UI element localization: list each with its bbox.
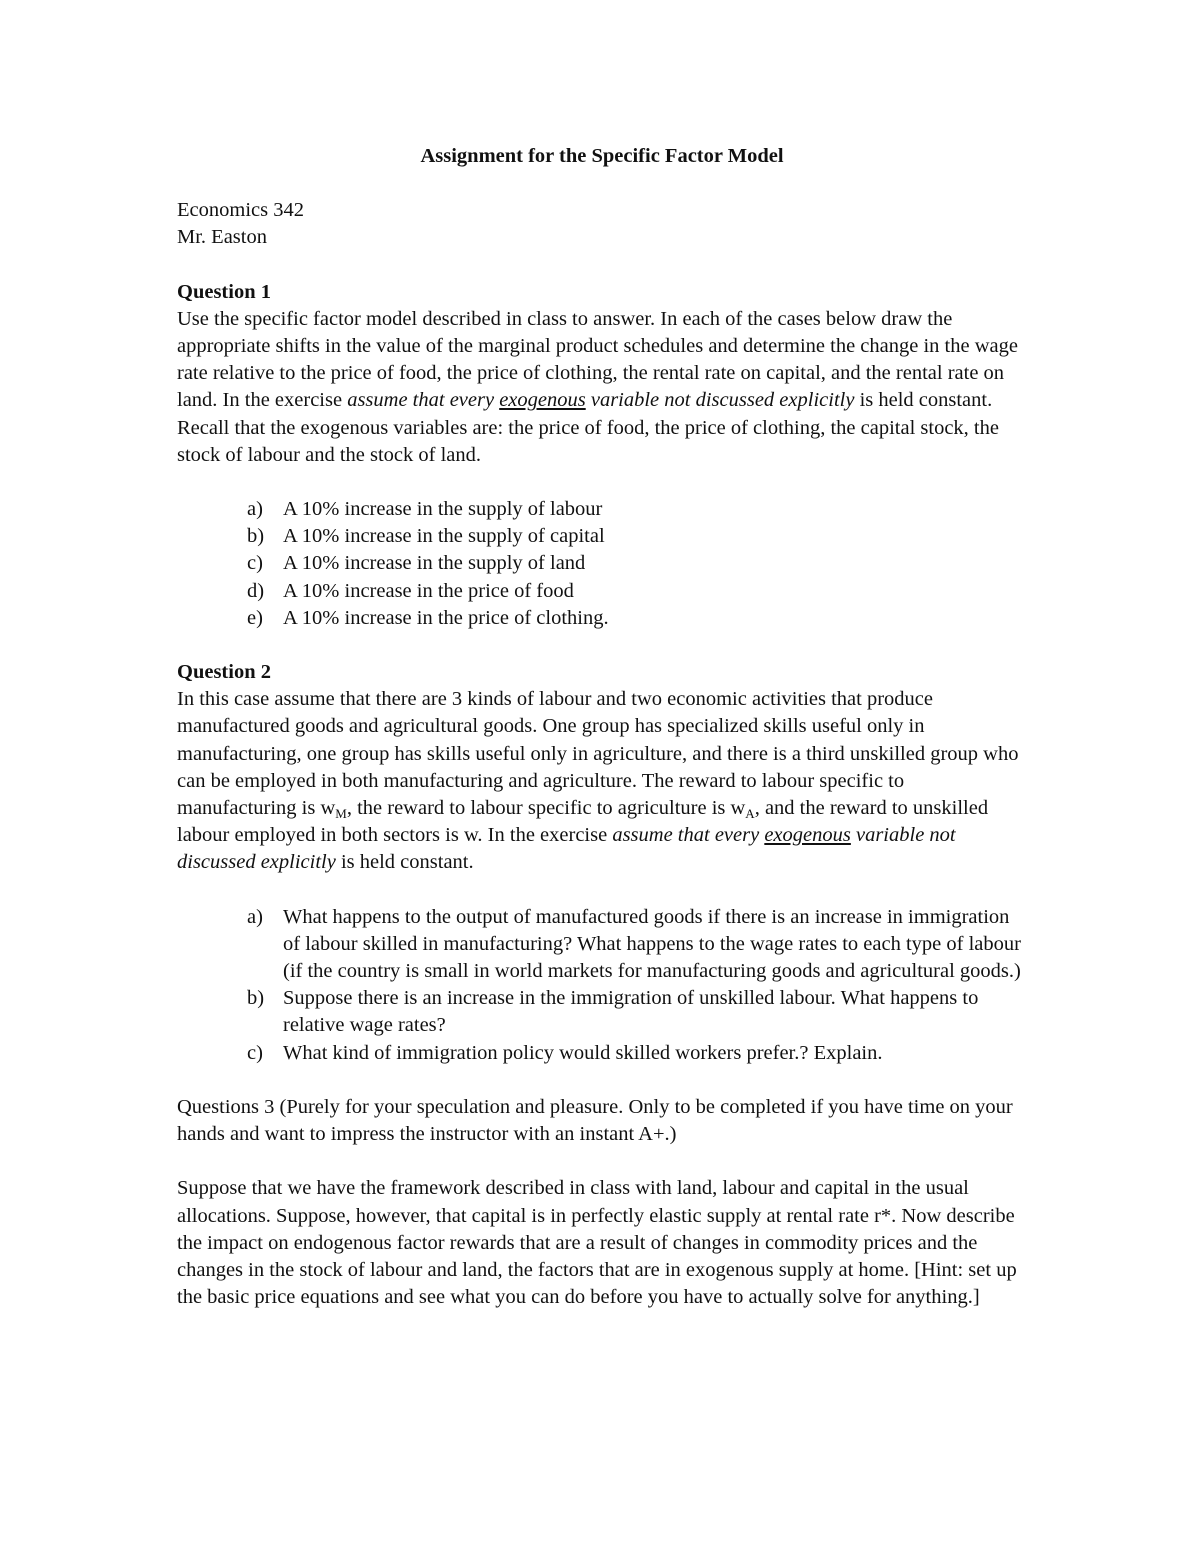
q2-text-part: , the reward to labour specific to agriculture is w bbox=[346, 797, 746, 820]
question-3-intro: Questions 3 (Purely for your speculation and pleasure. Only to be completed if you have time on your hands and want to impress the instructor with an instant A+.) bbox=[177, 1095, 1013, 1146]
list-item bbox=[177, 550, 1027, 577]
list-item bbox=[177, 1040, 1027, 1067]
list-item-text: A 10% increase in the price of clothing. bbox=[283, 606, 609, 629]
list-item-text: What happens to the output of manufactured goods if there is an increase in immigration of labour skilled in manufacturing? What happens to the wage rates to each type of labour (if the country is small in world markets for manufacturing goods and agricultural goods.) bbox=[283, 905, 1021, 983]
list-item-text: A 10% increase in the price of food bbox=[283, 579, 574, 602]
list-item-text: Suppose there is an increase in the immigration of unskilled labour. What happens to relative wage rates? bbox=[283, 987, 979, 1037]
list-item bbox=[177, 605, 1027, 632]
list-item-text: A 10% increase in the supply of capital bbox=[283, 525, 605, 548]
q2-text-part: In this case assume that there are 3 kinds of labour and two economic activities that produce manufactured goods and agricultural goods. One group has specialized skills useful only in manufacturing, one group has skills useful only in agriculture, and there is a third unskilled group who can be employed in both manufacturing and agriculture. The reward to labour specific to manufacturing is w bbox=[177, 688, 1019, 820]
document-content bbox=[177, 143, 1027, 1311]
q1-emphasis bbox=[347, 389, 854, 411]
q2-text-part: , and the reward to unskilled labour employed in both sectors is w. In the exercise bbox=[177, 797, 989, 847]
q1-text-part: is held constant. Recall that the exogenous variables are: the price of food, the price of clothing, the capital stock, the stock of labour and the stock of land. bbox=[177, 389, 999, 466]
list-item-label: a) bbox=[247, 905, 263, 928]
list-item-label: c) bbox=[247, 552, 263, 575]
question-1-text bbox=[177, 306, 1027, 469]
subscript-m: M bbox=[335, 806, 347, 822]
list-item-text: What kind of immigration policy would skilled workers prefer.? Explain. bbox=[283, 1041, 883, 1064]
q1-emphasis-part: assume that every bbox=[347, 389, 500, 412]
q1-emphasis-part: variable not discussed explicitly bbox=[585, 389, 855, 412]
list-item-label: a) bbox=[247, 498, 263, 521]
q1-underlined-word: exogenous bbox=[499, 389, 586, 412]
list-item bbox=[177, 578, 1027, 605]
course-name: Economics 342 bbox=[177, 199, 304, 222]
list-item bbox=[177, 523, 1027, 550]
q2-text-part: is held constant. bbox=[335, 851, 474, 874]
q2-underlined-word: exogenous bbox=[764, 824, 851, 847]
question-2-text bbox=[177, 686, 1027, 876]
question-3-text: Suppose that we have the framework described in class with land, labour and capital in the usual allocations. Suppose, however, that capital is in perfectly elastic supply at rental rate r*. Now describe the impact on endogenous factor rewards that are a result of changes in commodity prices and the changes in the stock of labour and land, the factors that are in exogenous supply at home. [Hint: set up the basic price equations and see what you can do before you have to actually solve for anything.] bbox=[177, 1177, 1017, 1309]
list-item bbox=[177, 496, 1027, 523]
course-info bbox=[177, 197, 1027, 251]
list-item-text: A 10% increase in the supply of labour bbox=[283, 498, 603, 521]
list-item bbox=[177, 985, 1027, 1039]
question-1-heading: Question 1 bbox=[177, 280, 271, 303]
question-2-heading: Question 2 bbox=[177, 661, 271, 684]
subscript-a: A bbox=[745, 806, 755, 822]
question-1-cases bbox=[177, 496, 1027, 632]
list-item-label: b) bbox=[247, 525, 265, 548]
q2-emphasis-part: variable not discussed explicitly bbox=[177, 824, 956, 874]
q1-text-part: Use the specific factor model described in class to answer. In each of the cases below draw the appropriate shifts in the value of the marginal product schedules and determine the change in the wage rate relative to the price of food, the price of clothing, the rental rate on capital, and the rental rate on land. In the exercise bbox=[177, 307, 1018, 412]
list-item-label: c) bbox=[247, 1041, 263, 1064]
list-item-label: d) bbox=[247, 579, 265, 602]
list-item bbox=[177, 904, 1027, 986]
list-item-label: b) bbox=[247, 987, 265, 1010]
q2-emphasis-part: assume that every bbox=[612, 824, 765, 847]
instructor-name: Mr. Easton bbox=[177, 226, 267, 249]
question-2-parts bbox=[177, 904, 1027, 1067]
document-title: Assignment for the Specific Factor Model bbox=[420, 145, 784, 167]
list-item-text: A 10% increase in the supply of land bbox=[283, 552, 586, 575]
list-item-label: e) bbox=[247, 606, 263, 629]
